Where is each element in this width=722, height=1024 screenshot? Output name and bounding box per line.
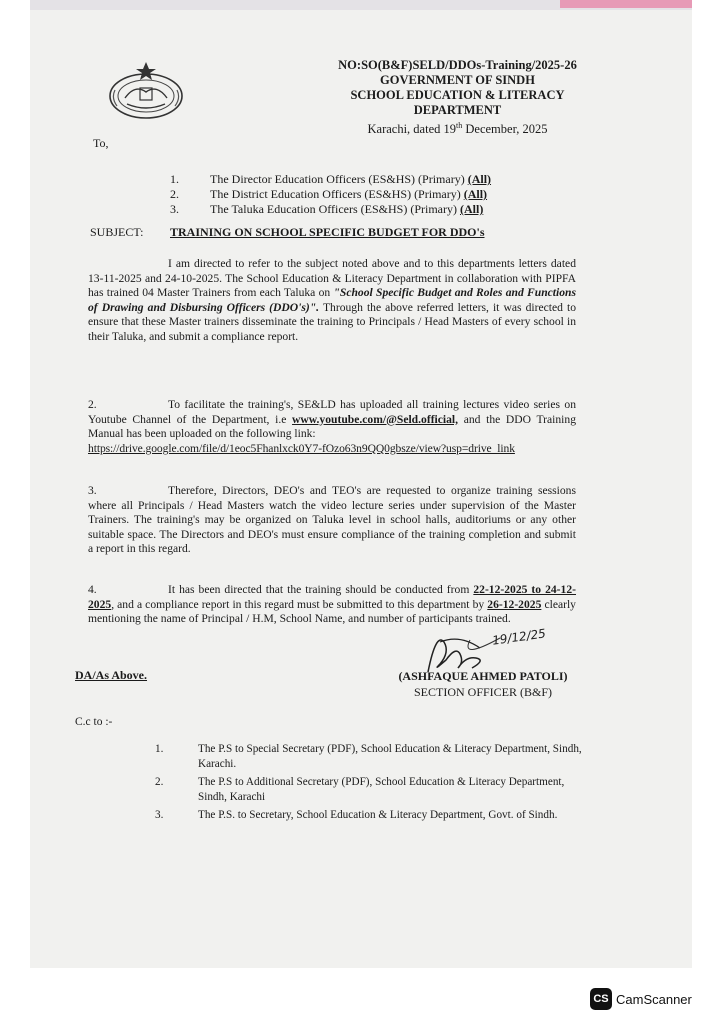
to-label: To,	[93, 136, 109, 150]
signatory-block	[378, 668, 588, 700]
letter-date: Karachi, dated 19th December, 2025	[367, 121, 548, 137]
cc-item: 1. The P.S to Special Secretary (PDF), School Education & Literacy Department, Sindh, Karachi.	[155, 743, 582, 770]
camscanner-watermark	[590, 988, 692, 1010]
handwritten-date: 19/12/25	[491, 626, 547, 648]
cc-label: C.c to :-	[75, 716, 113, 728]
paragraph-1: I am directed to refer to the subject noted above and to this departments letters dated 13-11-2025 and 24-10-2025. The School Education & Literacy Department in collaboration with PIPFA has trained 04 Master Trainers from each Taluka on "School Specific Budget and Roles and Functions of Drawing and Disbursing Officers (DDO's)". Through the above referred letters, it was directed to ensure that these Master trainers disseminate the training to Principals / Head Masters of every school in their Taluka, and submit a compliance report.	[88, 257, 576, 343]
drive-link[interactable]: https://drive.google.com/file/d/1eoc5Fhanlxck0Y7-fOzo63n9QQ0gbsze/view?usp=drive_link	[88, 441, 515, 455]
sindh-government-seal-icon	[105, 58, 187, 122]
letter-header	[330, 58, 585, 137]
paragraph-4: 4. It has been directed that the training should be conducted from 22-12-2025 to 24-12-2025, and a compliance report in this regard must be submitted to this department by 26-12-2025 clearly mentioning the name of Principal / H.M, School Name, and number of participants trained.	[88, 583, 576, 626]
paragraph-3: 3. Therefore, Directors, DEO's and TEO's are requested to organize training sessions where all Principals / Head Masters watch the video lecture series under supervision of the Master Trainers. The training's may be organized on Taluka level in school halls, auditoriums or any other suitable space. The Directors and DEO's must ensure compliance of the training completion and submit a report in this regard.	[88, 484, 576, 556]
subject-text: TRAINING ON SCHOOL SPECIFIC BUDGET FOR DDO's	[170, 225, 485, 239]
camscanner-text: CamScanner	[616, 991, 692, 1007]
cc-item: 3. The P.S. to Secretary, School Education & Literacy Department, Govt. of Sindh.	[155, 809, 558, 821]
enclosure-note: DA/As Above.	[75, 668, 148, 682]
subject-line	[90, 225, 485, 240]
subject-label: SUBJECT:	[90, 225, 144, 239]
signatory-name: (ASHFAQUE AHMED PATOLI)	[398, 669, 568, 683]
camscanner-logo-icon: CS	[590, 988, 612, 1010]
cc-item: 2. The P.S to Additional Secretary (PDF), School Education & Literacy Department, Sindh, Karachi	[155, 776, 565, 803]
addressee-item: 2. The District Education Officers (ES&HS) (Primary) (All)	[170, 187, 488, 201]
government-name: GOVERNMENT OF SINDH	[380, 73, 535, 87]
addressee-item: 1. The Director Education Officers (ES&HS) (Primary) (All)	[170, 172, 492, 186]
signatory-title: SECTION OFFICER (B&F)	[413, 685, 553, 699]
addressee-list	[170, 172, 491, 217]
department-name: SCHOOL EDUCATION & LITERACY DEPARTMENT	[350, 88, 565, 117]
paragraph-2: 2. To facilitate the training's, SE&LD has uploaded all training lectures video series on Youtube Channel of the Department, i.e www.youtube.com/@Seld.official, and the DDO Training Manual has been uploaded on the following link: https://drive.google.com/file/d/1eoc5Fhanlxck0Y7-fOzo63n9QQ0gbsze/view?usp=drive_link	[88, 398, 577, 455]
addressee-item: 3. The Taluka Education Officers (ES&HS) (Primary) (All)	[170, 202, 484, 216]
reference-number: NO:SO(B&F)SELD/DDOs-Training/2025-26	[338, 58, 577, 72]
youtube-link[interactable]: www.youtube.com/@Seld.official,	[292, 412, 459, 426]
cc-list	[155, 742, 585, 827]
